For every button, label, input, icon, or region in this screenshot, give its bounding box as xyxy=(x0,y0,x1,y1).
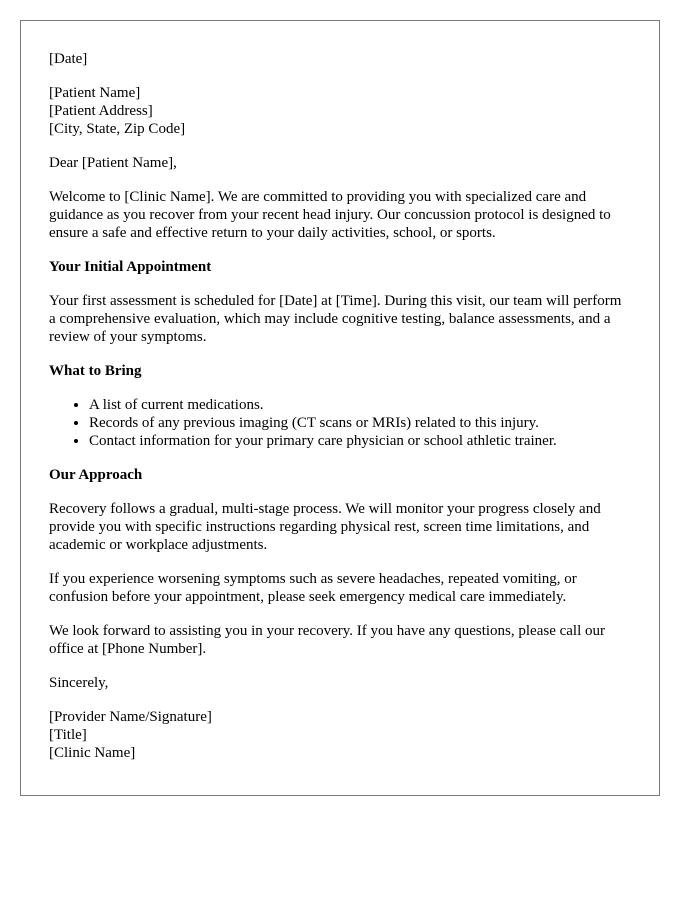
initial-appointment-heading: Your Initial Appointment xyxy=(49,259,212,275)
letter-date: [Date] xyxy=(49,51,88,67)
approach-paragraph: Recovery follows a gradual, multi-stage process. We will monitor your progress closely and provide you with specific instructions regarding physical rest, screen time limitations, and academic or workplace adjustments. xyxy=(49,501,601,553)
signature-block xyxy=(49,708,631,762)
warning-paragraph: If you experience worsening symptoms such as severe headaches, repeated vomiting, or confusion before your appointment, please seek emergency medical care immediately. xyxy=(49,571,577,605)
clinic-name: [Clinic Name] xyxy=(49,745,136,761)
recipient-city-state-zip: [City, State, Zip Code] xyxy=(49,121,186,137)
recipient-address xyxy=(49,84,631,138)
signoff: Sincerely, xyxy=(49,675,109,691)
closing-paragraph: We look forward to assisting you in your recovery. If you have any questions, please call our office at [Phone Number]. xyxy=(49,623,606,657)
recipient-street-address: [Patient Address] xyxy=(49,103,153,119)
list-item: • Contact information for your primary care physician or school athletic trainer. xyxy=(89,432,631,450)
provider-title: [Title] xyxy=(49,727,87,743)
list-item: • A list of current medications. xyxy=(89,396,631,414)
salutation: Dear [Patient Name], xyxy=(49,155,177,171)
approach-heading: Our Approach xyxy=(49,467,143,483)
what-to-bring-heading: What to Bring xyxy=(49,363,142,379)
initial-appointment-paragraph: Your first assessment is scheduled for [Date] at [Time]. During this visit, our team will perform a comprehensive evaluation, which may include cognitive testing, balance assessments, and a review of your symptoms. xyxy=(49,293,622,345)
provider-signature: [Provider Name/Signature] xyxy=(49,709,212,725)
letter-page xyxy=(20,20,660,796)
list-item: • Records of any previous imaging (CT scans or MRIs) related to this injury. xyxy=(89,414,631,432)
what-to-bring-list xyxy=(49,396,631,450)
intro-paragraph: Welcome to [Clinic Name]. We are committed to providing you with specialized care and guidance as you recover from your recent head injury. Our concussion protocol is designed to ensure a safe and effective return to your daily activities, school, or sports. xyxy=(49,189,611,241)
recipient-name: [Patient Name] xyxy=(49,85,141,101)
